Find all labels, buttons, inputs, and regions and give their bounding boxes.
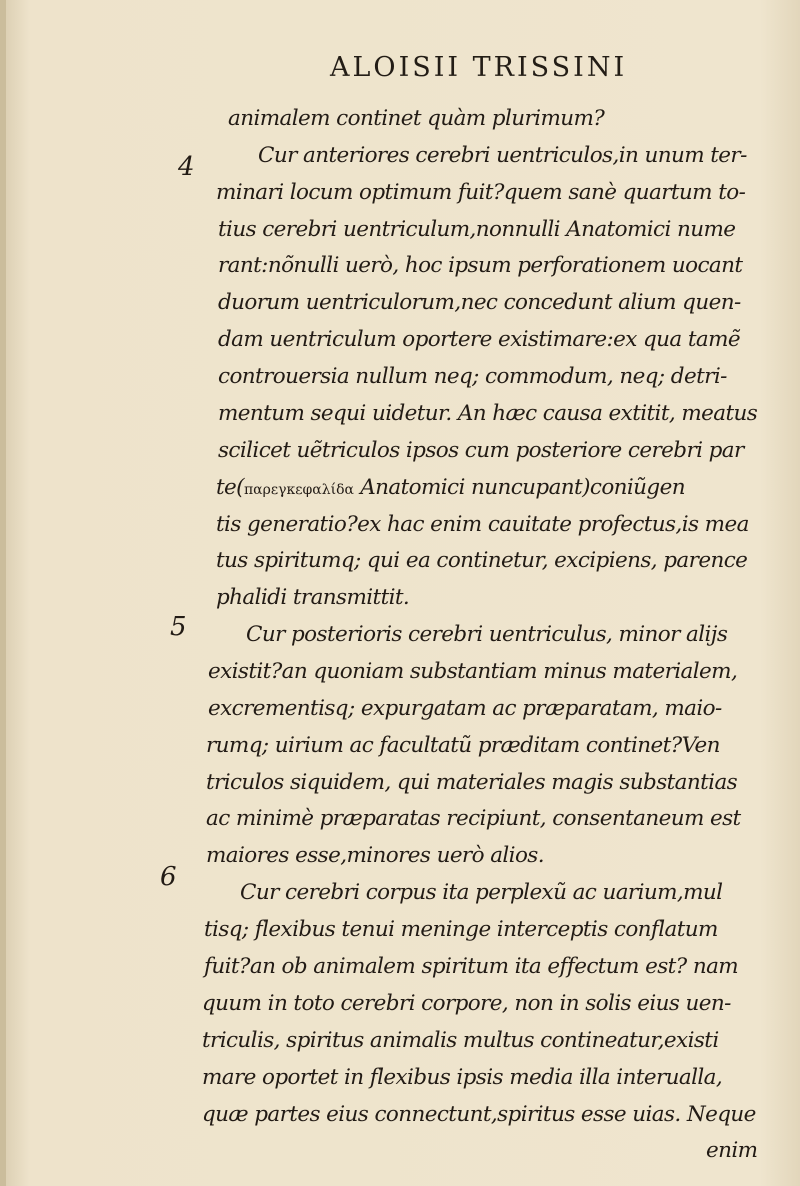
text-line: mentum sequi uidetur. An hæc causa extitit, meatus bbox=[218, 401, 758, 426]
text-line: existit?an quoniam substantiam minus materialem, bbox=[208, 659, 738, 684]
binding-edge bbox=[0, 0, 6, 1186]
text-line: ac minimè præparatas recipiunt, consentaneum est bbox=[206, 806, 741, 831]
text-line: scilicet uẽtriculos ipsos cum posteriore cerebri par bbox=[218, 438, 744, 463]
text-line: tius cerebri uentriculum,nonnulli Anatomici nume bbox=[218, 217, 736, 242]
text-line: Cur posterioris cerebri uentriculus, minor alijs bbox=[246, 622, 728, 647]
text-line: triculis, spiritus animalis multus contineatur,existi bbox=[202, 1028, 719, 1053]
section-number-6: 6 bbox=[160, 862, 177, 892]
text-line: phalidi transmittit. bbox=[216, 585, 410, 610]
text-line: tus spiritumq; qui ea continetur, excipiens, parence bbox=[216, 548, 748, 573]
text-line: rumq; uirium ac facultatũ præditam continet?Ven bbox=[206, 733, 720, 758]
text-line: mare oportet in flexibus ipsis media illa interualla, bbox=[202, 1065, 723, 1090]
text-fragment: Anatomici nuncupant)coniũgen bbox=[353, 475, 685, 500]
section-number-4: 4 bbox=[178, 152, 195, 182]
text-line: enim bbox=[706, 1138, 758, 1163]
text-line: tisq; flexibus tenui meninge interceptis conflatum bbox=[204, 917, 718, 942]
text-line: quum in toto cerebri corpore, non in solis eius uen- bbox=[202, 991, 731, 1016]
text-line: triculos siquidem, qui materiales magis substantias bbox=[206, 770, 738, 795]
text-line: Cur cerebri corpus ita perplexũ ac uarium,mul bbox=[240, 880, 723, 905]
text-line: quæ partes eius connectunt,spiritus esse uias. Neque bbox=[202, 1102, 756, 1127]
text-line: dam uentriculum oportere existimare:ex qua tamẽ bbox=[218, 327, 741, 352]
text-line: controuersia nullum neq; commodum, neq; detri- bbox=[218, 364, 727, 389]
text-line: tis generatio?ex hac enim cauitate profectus,is mea bbox=[216, 512, 749, 537]
text-line: maiores esse,minores uerò alios. bbox=[206, 843, 544, 868]
text-line: Cur anteriores cerebri uentriculos,in unum ter- bbox=[258, 143, 747, 168]
greek-term: παρεγκεφαλίδα bbox=[243, 482, 354, 498]
text-line: animalem continet quàm plurimum? bbox=[228, 106, 605, 131]
text-line: fuit?an ob animalem spiritum ita effectum est? nam bbox=[204, 954, 739, 979]
text-line: duorum uentriculorum,nec concedunt alium quen- bbox=[218, 290, 741, 315]
text-line bbox=[216, 475, 685, 500]
text-line: rant:nõnulli uerò, hoc ipsum perforationem uocant bbox=[218, 253, 743, 278]
text-line: minari locum optimum fuit?quem sanè quartum to- bbox=[216, 180, 746, 205]
text-line: excrementisq; expurgatam ac præparatam, maio- bbox=[208, 696, 722, 721]
section-number-5: 5 bbox=[170, 612, 187, 642]
text-fragment: te( bbox=[216, 475, 244, 500]
running-header: ALOISII TRISSINI bbox=[330, 52, 628, 83]
